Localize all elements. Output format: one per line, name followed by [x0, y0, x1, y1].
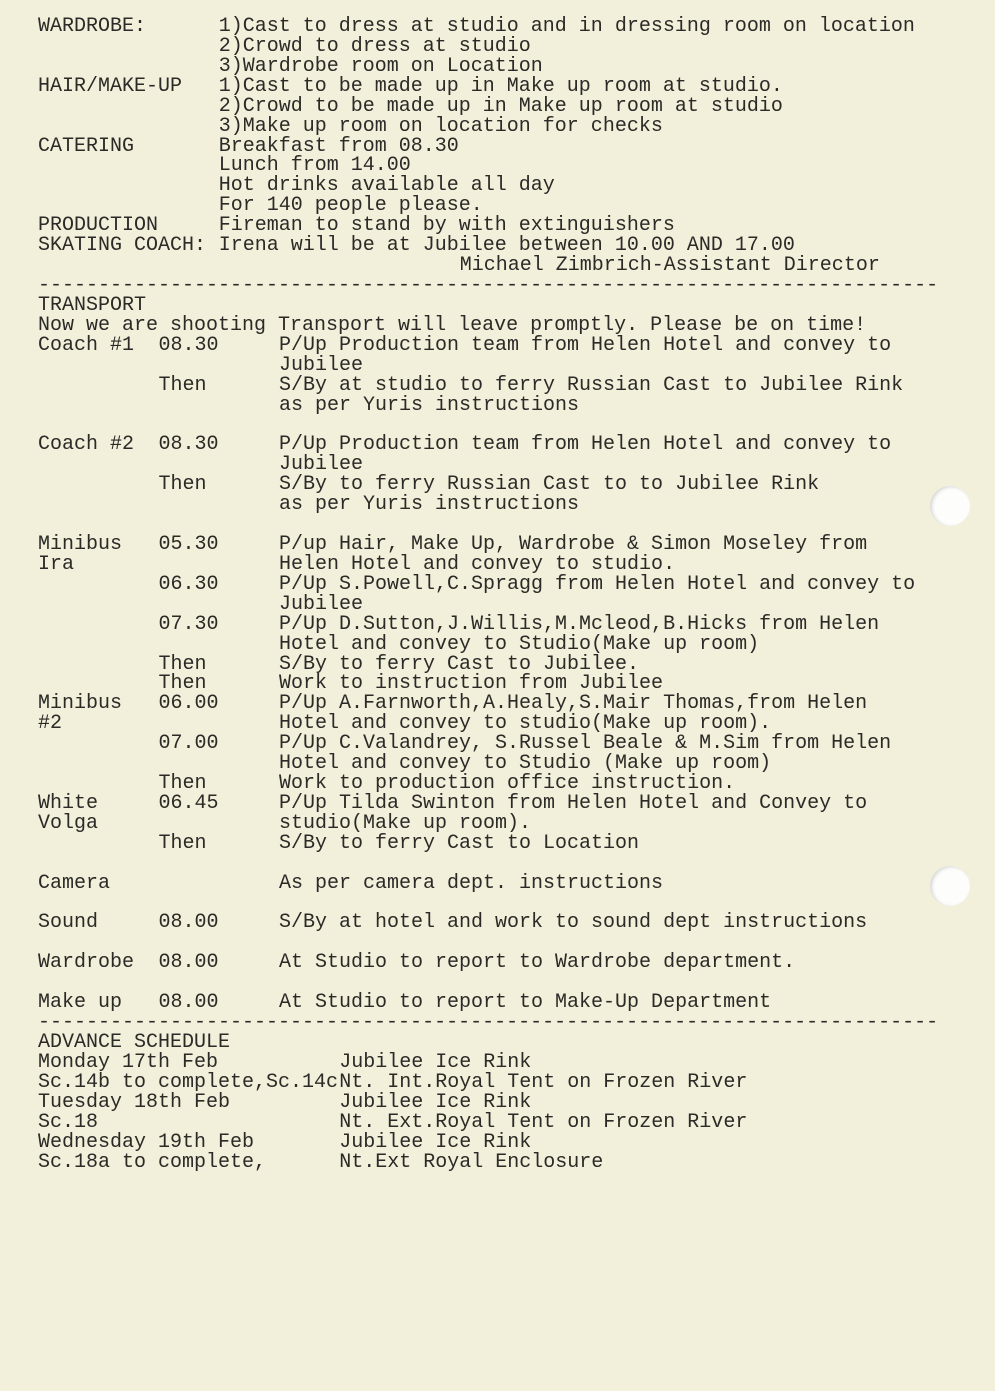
section-line: 2)Crowd to be made up in Make up room at studio [218, 94, 783, 118]
schedule-location: Nt.Ext Royal Enclosure [339, 1150, 604, 1174]
instruction: P/Up S.Powell,C.Spragg from Helen Hotel and convey to [279, 572, 916, 596]
instruction: P/Up A.Farnworth,A.Healy,S.Mair Thomas,from Helen [279, 692, 868, 716]
instruction: P/Up D.Sutton,J.Willis,M.Mcleod,B.Hicks from Helen [279, 612, 880, 636]
time: Then [158, 373, 207, 397]
section-line: 1)Cast to dress at studio and in dressing room on location [218, 15, 915, 38]
instruction: S/By to ferry Cast to Jubilee. [279, 652, 640, 676]
section-line: 1)Cast to be made up in Make up room at studio. [218, 74, 783, 98]
vehicle: Coach #1 [38, 333, 135, 357]
section-label: PRODUCTION [38, 214, 159, 238]
time: Then [158, 473, 207, 497]
section-line: Breakfast from 08.30 [218, 134, 459, 158]
transport-title: TRANSPORT [38, 293, 147, 317]
schedule-location: Nt. Ext.Royal Tent on Frozen River [339, 1110, 748, 1134]
vehicle: Ira [38, 552, 75, 576]
section-line: 2)Crowd to dress at studio [218, 34, 531, 58]
vehicle: Volga [38, 811, 99, 835]
instruction: Work to production office instruction. [279, 772, 736, 796]
section-line: Irena will be at Jubilee between 10.00 AND 17.00 [218, 234, 795, 258]
time: 07.00 [158, 732, 219, 756]
time: 08.00 [158, 991, 219, 1015]
vehicle: Coach #2 [38, 433, 135, 457]
time: 05.30 [158, 532, 219, 556]
vehicle: White [38, 791, 99, 815]
time: 08.00 [158, 911, 219, 935]
schedule-location: Jubilee Ice Rink [339, 1090, 532, 1114]
vehicle: Minibus [38, 532, 123, 556]
section-line: 3)Wardrobe room on Location [218, 54, 543, 78]
time: Then [158, 672, 207, 696]
vehicle: Camera [38, 871, 111, 895]
instruction: Jubilee [279, 353, 364, 377]
advance-title: ADVANCE SCHEDULE [38, 1031, 231, 1055]
schedule-date-scene: Monday 17th Feb [38, 1050, 219, 1074]
time: 08.00 [158, 951, 219, 975]
time: Then [158, 831, 207, 855]
section-line: Lunch from 14.00 [218, 154, 411, 178]
instruction: S/By at studio to ferry Russian Cast to Jubilee Rink [279, 373, 904, 397]
instruction: Hotel and convey to Studio (Make up room) [279, 752, 772, 776]
time: 06.30 [158, 572, 219, 596]
vehicle: Wardrobe [38, 951, 135, 975]
instruction: P/Up Production team from Helen Hotel and convey to [279, 333, 892, 357]
time: 06.00 [158, 692, 219, 716]
section-label: HAIR/MAKE-UP [38, 74, 183, 98]
section-line: 3)Make up room on location for checks [218, 114, 663, 138]
vehicle: Sound [38, 911, 99, 935]
vehicle: Make up [38, 991, 123, 1015]
instruction: P/Up C.Valandrey, S.Russel Beale & M.Sim from Helen [279, 732, 892, 756]
signature: Michael Zimbrich-Assistant Director [459, 254, 880, 278]
instruction: S/By to ferry Russian Cast to to Jubilee Rink [279, 473, 820, 497]
schedule-date-scene: Tuesday 18th Feb [38, 1090, 231, 1114]
time: 06.45 [158, 791, 219, 815]
vehicle: #2 [38, 712, 63, 736]
schedule-location: Jubilee Ice Rink [339, 1130, 532, 1154]
schedule-date-scene: Sc.18 [38, 1110, 99, 1134]
schedule-location: Jubilee Ice Rink [339, 1050, 532, 1074]
instruction: At Studio to report to Wardrobe department. [279, 951, 796, 975]
instruction: Jubilee [279, 592, 364, 616]
instruction: Hotel and convey to studio(Make up room). [279, 712, 772, 736]
schedule-date-scene: Wednesday 19th Feb [38, 1130, 255, 1154]
instruction: Helen Hotel and convey to studio. [279, 552, 676, 576]
dashed-divider: --------------------------------------------------------------------------- [38, 273, 939, 297]
transport-notice: Now we are shooting Transport will leave promptly. Please be on time! [38, 313, 867, 337]
instruction: S/By to ferry Cast to Location [279, 831, 640, 855]
instruction: Hotel and convey to Studio(Make up room) [279, 632, 760, 656]
time: Then [158, 772, 207, 796]
vehicle: Minibus [38, 692, 123, 716]
section-line: Fireman to stand by with extinguishers [218, 214, 675, 238]
section-line: For 140 people please. [218, 194, 483, 218]
time: Then [158, 652, 207, 676]
instruction: P/Up Tilda Swinton from Helen Hotel and Convey to [279, 791, 868, 815]
schedule-date-scene: Sc.18a to complete, [38, 1150, 267, 1174]
schedule-location: Nt. Int.Royal Tent on Frozen River [339, 1070, 748, 1094]
time: 08.30 [158, 333, 219, 357]
instruction: P/Up Production team from Helen Hotel and convey to [279, 433, 892, 457]
dashed-divider: --------------------------------------------------------------------------- [38, 1011, 939, 1035]
instruction: Work to instruction from Jubilee [279, 672, 664, 696]
time: 08.30 [158, 433, 219, 457]
section-label: CATERING [38, 134, 135, 158]
instruction: Jubilee [279, 453, 364, 477]
instruction: studio(Make up room). [279, 811, 532, 835]
schedule-date-scene: Sc.14b to complete,Sc.14c [38, 1070, 339, 1094]
instruction: S/By at hotel and work to sound dept instructions [279, 911, 868, 935]
section-label: SKATING COACH: [38, 234, 207, 258]
instruction: P/up Hair, Make Up, Wardrobe & Simon Moseley from [279, 532, 868, 556]
time: 07.30 [158, 612, 219, 636]
instruction: as per Yuris instructions [279, 493, 580, 517]
section-line: Hot drinks available all day [218, 174, 555, 198]
punch-hole [930, 866, 970, 906]
instruction: As per camera dept. instructions [279, 871, 664, 895]
instruction: as per Yuris instructions [279, 393, 580, 417]
punch-hole [930, 486, 970, 526]
instruction: At Studio to report to Make-Up Department [279, 991, 772, 1015]
section-label: WARDROBE: [38, 15, 147, 38]
